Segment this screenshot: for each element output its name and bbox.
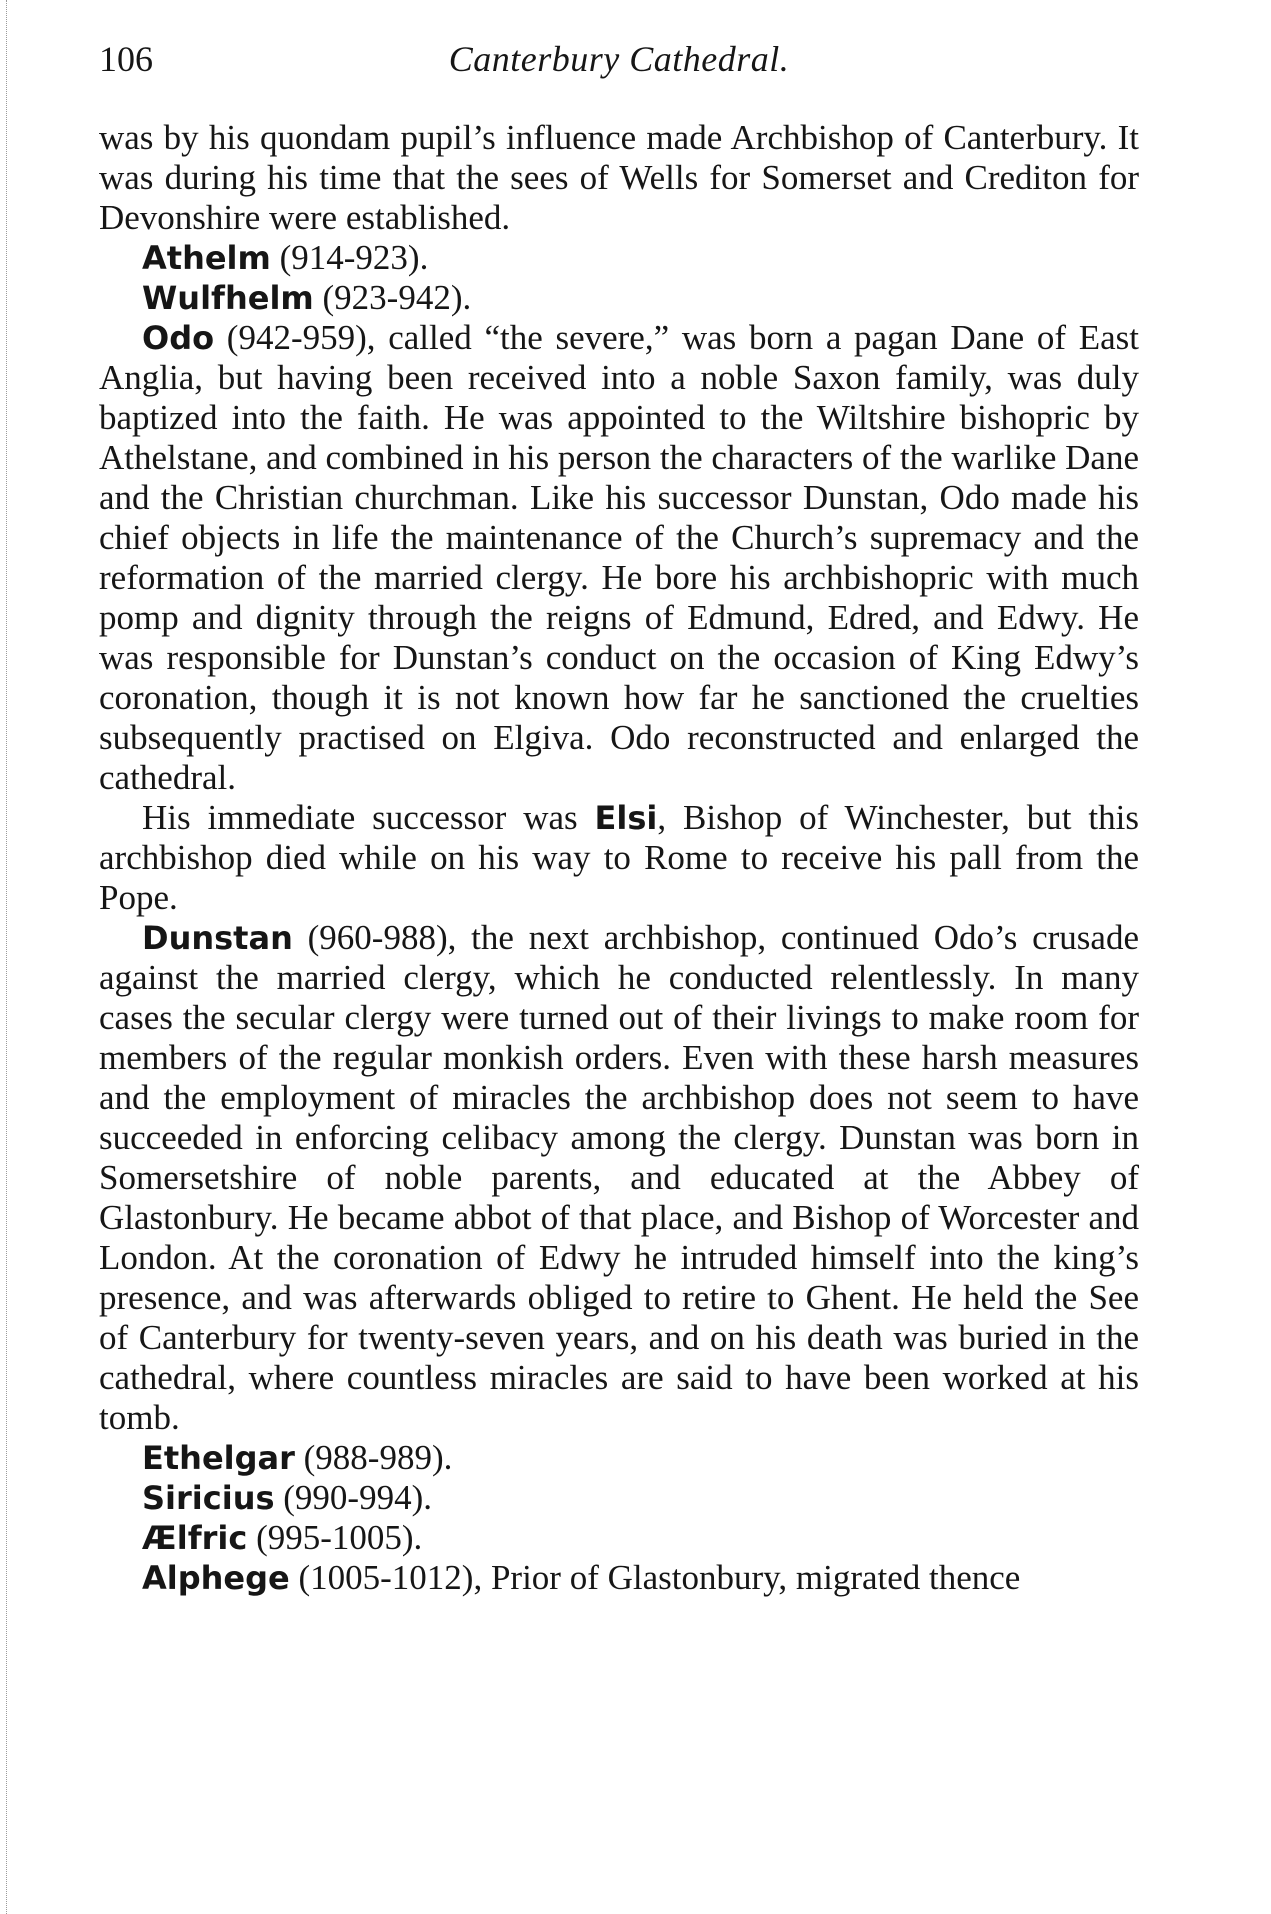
entry-odo [99,318,1139,798]
archbishop-name: Siricius [142,1479,275,1517]
archbishop-name: Ethelgar [142,1439,295,1477]
entry-wulfhelm [99,278,1139,318]
entry-text: (995-1005). [247,1518,423,1557]
archbishop-name: Athelm [142,239,271,277]
running-title: Canterbury Cathedral. [448,39,790,79]
archbishop-name: Ælfric [142,1519,248,1557]
entry-alphege [99,1558,1139,1598]
archbishop-name: Wulfhelm [142,279,314,317]
entry-text: , Bishop of Winchester, but this archbishop died while on his way to Rome to receive his pall from the Pope. [99,798,1139,917]
entry-lead-text: His immediate successor was [142,798,595,837]
entry-text: (988-989). [294,1438,453,1477]
entry-text: (990-994). [274,1478,432,1517]
entry-text: (923-942). [313,278,472,317]
archbishop-name: Odo [142,319,215,357]
paragraph-text: was by his quondam pupil’s influence made Archbishop of Canterbury. It was during his time that the sees of Wells for Somerset and Crediton for Devonshire were established. [99,118,1139,237]
archbishop-name: Alphege [142,1559,290,1597]
entry-text: (942-959), called “the severe,” was born a pagan Dane of East Anglia, but having been received into a noble Saxon family, was duly baptized into the faith. He was appointed to the Wiltshire bishopric by Athelstane, and combined in his person the characters of the warlike Dane and the Christian churchman. Like his successor Dunstan, Odo made his chief objects in life the maintenance of the Church’s supremacy and the reformation of the married clergy. He bore his archbishopric with much pomp and dignity through the reigns of Edmund, Edred, and Edwy. He was responsible for Dunstan’s conduct on the occasion of King Edwy’s coronation, though it is not known how far he sanctioned the cruelties subsequently practised on Elgiva. Odo reconstructed and enlarged the cathedral. [99,318,1139,797]
page-number: 106 [99,39,153,79]
entry-text: (960-988), the next archbishop, continued Odo’s crusade against the married clergy, which he conducted relentlessly. In many cases the secular clergy were turned out of their livings to make room for members of the regular monkish orders. Even with these harsh measures and the employment of miracles the archbishop does not seem to have succeeded in enforcing celibacy among the clergy. Dunstan was born in Somersetshire of noble parents, and educated at the Abbey of Glastonbury. He became abbot of that place, and Bishop of Worcester and London. At the coronation of Edwy he intruded himself into the king’s presence, and was afterwards obliged to retire to Ghent. He held the See of Canterbury for twenty-seven years, and on his death was buried in the cathedral, where countless miracles are said to have been worked at his tomb. [99,918,1139,1437]
entry-siricius [99,1478,1139,1518]
archbishop-name: Dunstan [142,919,293,957]
entry-text: (914-923). [270,238,429,277]
entry-aelfric [99,1518,1139,1558]
entry-athelm [99,238,1139,278]
running-header [99,38,1139,86]
entry-dunstan [99,918,1139,1438]
entry-ethelgar [99,1438,1139,1478]
entry-elsi [99,798,1139,918]
archbishop-name: Elsi [594,799,658,837]
body-text [99,118,1139,1598]
entry-text: (1005-1012), Prior of Glastonbury, migrated thence [289,1558,1021,1597]
page-edge-rule [6,0,7,1914]
paragraph-continuation [99,118,1139,238]
